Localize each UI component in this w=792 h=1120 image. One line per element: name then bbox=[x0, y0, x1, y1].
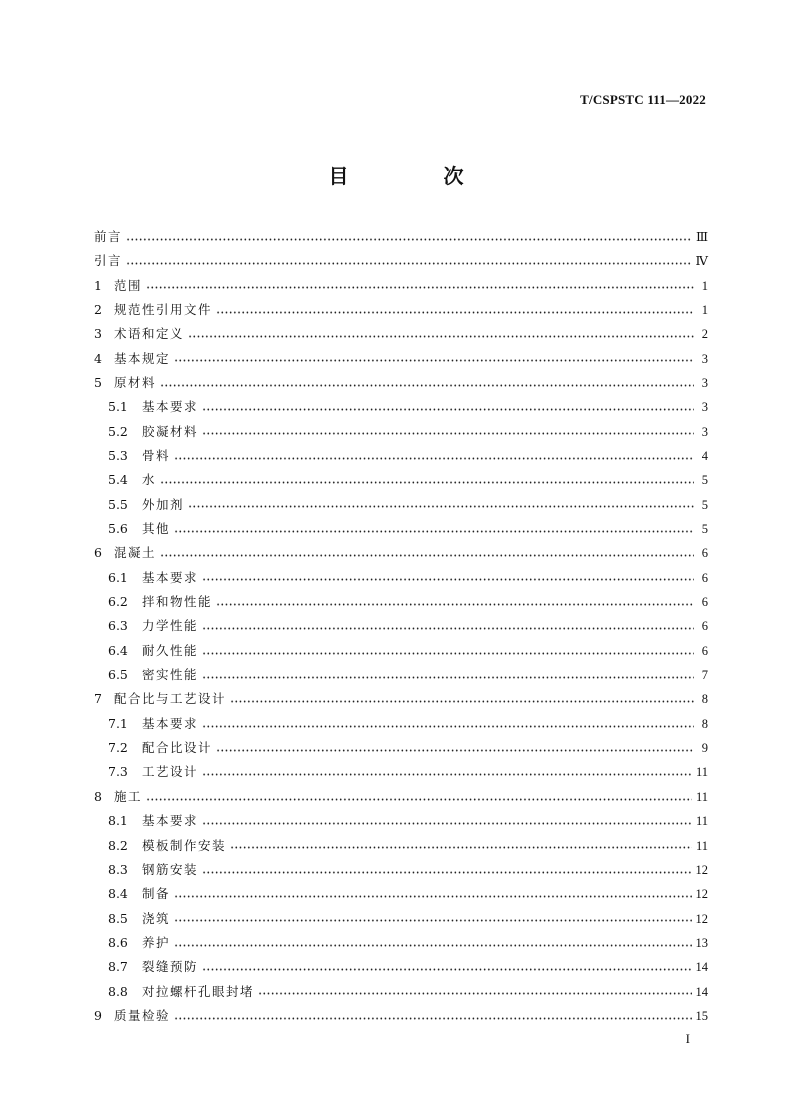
dot-leader bbox=[202, 871, 691, 874]
toc-title: 目 次 bbox=[328, 164, 508, 188]
toc-entry-number: 5.3 bbox=[108, 448, 128, 464]
toc-entry-label: 术语和定义 bbox=[114, 326, 185, 342]
dot-leader bbox=[146, 286, 694, 289]
toc-entry[interactable] bbox=[94, 274, 708, 298]
toc-entry-number: 8.8 bbox=[108, 983, 128, 999]
toc-entry-number: 7.1 bbox=[108, 715, 128, 731]
toc-entry-label: 密实性能 bbox=[142, 667, 199, 683]
toc-entry-page: 3 bbox=[701, 351, 708, 366]
toc-entry-number: 5.1 bbox=[108, 399, 128, 415]
dot-leader bbox=[174, 919, 691, 922]
toc-entry-page: 6 bbox=[701, 619, 708, 634]
toc-entry-page: Ⅲ bbox=[695, 229, 708, 244]
toc-entry[interactable] bbox=[94, 931, 708, 955]
toc-entry-number: 7.2 bbox=[108, 740, 128, 756]
toc-entry-page: 6 bbox=[701, 546, 708, 561]
toc-entry-page: 5 bbox=[701, 522, 708, 537]
toc-entry-label: 制备 bbox=[142, 886, 171, 902]
toc-entry-page: 6 bbox=[701, 570, 708, 585]
toc-entry[interactable] bbox=[94, 1004, 708, 1028]
standard-code: T/CSPSTC 111—2022 bbox=[580, 92, 706, 107]
toc-entry-label: 耐久性能 bbox=[142, 642, 199, 658]
dot-leader bbox=[188, 335, 694, 338]
dot-leader bbox=[202, 822, 692, 825]
dot-leader bbox=[174, 1017, 691, 1020]
toc-entry-page: 3 bbox=[701, 375, 708, 390]
toc-entry-number: 2 bbox=[94, 301, 102, 317]
toc-entry-label: 骨料 bbox=[142, 448, 171, 464]
toc-entry[interactable] bbox=[94, 395, 708, 419]
toc-entry[interactable] bbox=[94, 736, 708, 760]
toc-entry-number: 9 bbox=[94, 1007, 102, 1023]
toc-entry-page: 4 bbox=[701, 449, 708, 464]
toc-entry-label: 养护 bbox=[142, 934, 171, 950]
toc-entry[interactable] bbox=[94, 809, 708, 833]
toc-entry-number: 6.5 bbox=[108, 667, 128, 683]
dot-leader bbox=[174, 359, 694, 362]
toc-entry-number: 3 bbox=[94, 326, 102, 342]
toc-entry-label: 胶凝材料 bbox=[142, 423, 199, 439]
dot-leader bbox=[174, 457, 694, 460]
dot-leader bbox=[258, 992, 691, 995]
toc-entry-number: 8.1 bbox=[108, 813, 128, 829]
toc-entry-page: 3 bbox=[701, 424, 708, 439]
page-number: I bbox=[685, 1031, 690, 1046]
toc-entry-page: 12 bbox=[695, 887, 708, 902]
toc-entry[interactable] bbox=[94, 639, 708, 663]
table-of-contents bbox=[94, 225, 708, 1028]
toc-entry[interactable] bbox=[94, 980, 708, 1004]
dot-leader bbox=[202, 578, 694, 581]
toc-entry-label: 范围 bbox=[114, 277, 143, 293]
dot-leader bbox=[202, 627, 694, 630]
toc-entry-number: 8.6 bbox=[108, 934, 128, 950]
toc-entry-page: 8 bbox=[701, 716, 708, 731]
dot-leader bbox=[160, 481, 694, 484]
toc-entry-page: 6 bbox=[701, 643, 708, 658]
toc-entry-number: 7 bbox=[94, 691, 102, 707]
dot-leader bbox=[202, 652, 694, 655]
dot-leader bbox=[160, 384, 694, 387]
toc-entry[interactable] bbox=[94, 590, 708, 614]
toc-entry-page: Ⅳ bbox=[695, 254, 708, 269]
dot-leader bbox=[202, 968, 691, 971]
toc-entry[interactable] bbox=[94, 420, 708, 444]
toc-entry-page: 14 bbox=[695, 984, 708, 999]
toc-entry-page: 6 bbox=[701, 595, 708, 610]
toc-entry-label: 基本规定 bbox=[114, 350, 171, 366]
toc-entry-page: 9 bbox=[701, 741, 708, 756]
toc-entry-number: 5.2 bbox=[108, 423, 128, 439]
toc-entry-page: 8 bbox=[701, 692, 708, 707]
toc-entry-number: 6.1 bbox=[108, 569, 128, 585]
toc-entry[interactable] bbox=[94, 371, 708, 395]
dot-leader bbox=[160, 554, 694, 557]
toc-entry[interactable] bbox=[94, 322, 708, 346]
toc-entry[interactable] bbox=[94, 444, 708, 468]
toc-entry-label: 配合比设计 bbox=[142, 740, 213, 756]
toc-entry-label: 施工 bbox=[114, 788, 143, 804]
toc-entry-number: 8.7 bbox=[108, 959, 128, 975]
toc-entry-page: 12 bbox=[695, 862, 708, 877]
toc-entry[interactable] bbox=[94, 858, 708, 882]
dot-leader bbox=[126, 262, 691, 265]
toc-entry[interactable] bbox=[94, 249, 708, 273]
toc-entry-number: 5.5 bbox=[108, 496, 128, 512]
toc-entry-page: 11 bbox=[695, 814, 708, 829]
dot-leader bbox=[174, 530, 694, 533]
toc-entry[interactable] bbox=[94, 298, 708, 322]
dot-leader bbox=[216, 603, 694, 606]
toc-entry-page: 2 bbox=[701, 327, 708, 342]
dot-leader bbox=[202, 725, 694, 728]
toc-entry[interactable] bbox=[94, 566, 708, 590]
toc-entry-page: 1 bbox=[701, 278, 708, 293]
dot-leader bbox=[126, 238, 692, 241]
toc-entry-page: 14 bbox=[695, 960, 708, 975]
toc-entry-label: 钢筋安装 bbox=[142, 861, 199, 877]
toc-entry-label: 基本要求 bbox=[142, 399, 199, 415]
toc-entry-label: 质量检验 bbox=[114, 1007, 171, 1023]
dot-leader bbox=[216, 749, 694, 752]
toc-entry-label: 基本要求 bbox=[142, 569, 199, 585]
toc-entry-number: 1 bbox=[94, 277, 102, 293]
dot-leader bbox=[216, 311, 694, 314]
toc-entry-number: 5.4 bbox=[108, 472, 128, 488]
toc-entry-label: 对拉螺杆孔眼封堵 bbox=[142, 983, 255, 999]
toc-entry-number: 6.3 bbox=[108, 618, 128, 634]
toc-entry[interactable] bbox=[94, 761, 708, 785]
toc-entry-number: 8.4 bbox=[108, 886, 128, 902]
toc-entry-label: 前言 bbox=[94, 228, 123, 244]
toc-entry-label: 工艺设计 bbox=[142, 764, 199, 780]
toc-entry[interactable] bbox=[94, 615, 708, 639]
toc-entry-label: 基本要求 bbox=[142, 715, 199, 731]
toc-entry-number: 6 bbox=[94, 545, 102, 561]
toc-entry[interactable] bbox=[94, 225, 708, 249]
toc-entry-label: 混凝土 bbox=[114, 545, 157, 561]
toc-entry-page: 1 bbox=[701, 302, 708, 317]
toc-entry-number: 5.6 bbox=[108, 521, 128, 537]
toc-entry-page: 11 bbox=[695, 789, 708, 804]
toc-entry-page: 13 bbox=[695, 935, 708, 950]
toc-entry-page: 5 bbox=[701, 497, 708, 512]
toc-entry-number: 8.5 bbox=[108, 910, 128, 926]
toc-entry-number: 8.3 bbox=[108, 861, 128, 877]
dot-leader bbox=[202, 432, 694, 435]
toc-entry-label: 模板制作安装 bbox=[142, 837, 227, 853]
dot-leader bbox=[202, 676, 694, 679]
dot-leader bbox=[202, 408, 694, 411]
toc-entry-label: 水 bbox=[142, 472, 157, 488]
toc-entry-label: 引言 bbox=[94, 253, 123, 269]
toc-entry-label: 力学性能 bbox=[142, 618, 199, 634]
toc-entry-label: 配合比与工艺设计 bbox=[114, 691, 227, 707]
toc-entry-label: 规范性引用文件 bbox=[114, 301, 213, 317]
toc-entry-number: 5 bbox=[94, 374, 102, 390]
dot-leader bbox=[202, 773, 692, 776]
dot-leader bbox=[174, 944, 691, 947]
toc-entry[interactable] bbox=[94, 347, 708, 371]
toc-entry[interactable] bbox=[94, 882, 708, 906]
toc-entry-number: 4 bbox=[94, 350, 102, 366]
toc-entry-page: 11 bbox=[695, 765, 708, 780]
toc-entry[interactable] bbox=[94, 907, 708, 931]
dot-leader bbox=[174, 895, 691, 898]
toc-entry-number: 6.4 bbox=[108, 642, 128, 658]
toc-entry-label: 浇筑 bbox=[142, 910, 171, 926]
toc-entry-label: 外加剂 bbox=[142, 496, 185, 512]
toc-entry-number: 6.2 bbox=[108, 594, 128, 610]
toc-entry[interactable] bbox=[94, 785, 708, 809]
dot-leader bbox=[230, 846, 692, 849]
toc-entry[interactable] bbox=[94, 955, 708, 979]
toc-entry[interactable] bbox=[94, 493, 708, 517]
toc-entry-page: 11 bbox=[695, 838, 708, 853]
toc-entry[interactable] bbox=[94, 468, 708, 492]
toc-entry-page: 15 bbox=[695, 1008, 708, 1023]
toc-entry-number: 8 bbox=[94, 788, 102, 804]
toc-entry[interactable] bbox=[94, 517, 708, 541]
toc-entry-page: 12 bbox=[695, 911, 708, 926]
toc-entry-number: 8.2 bbox=[108, 837, 128, 853]
dot-leader bbox=[230, 700, 694, 703]
toc-entry[interactable] bbox=[94, 541, 708, 565]
toc-entry-number: 7.3 bbox=[108, 764, 128, 780]
toc-entry-page: 7 bbox=[701, 668, 708, 683]
toc-entry-label: 基本要求 bbox=[142, 813, 199, 829]
toc-entry-page: 5 bbox=[701, 473, 708, 488]
toc-entry[interactable] bbox=[94, 834, 708, 858]
toc-entry[interactable] bbox=[94, 712, 708, 736]
toc-entry-label: 裂缝预防 bbox=[142, 959, 199, 975]
toc-entry-page: 3 bbox=[701, 400, 708, 415]
toc-entry[interactable] bbox=[94, 688, 708, 712]
toc-entry-label: 拌和物性能 bbox=[142, 594, 213, 610]
dot-leader bbox=[188, 505, 694, 508]
toc-entry-label: 原材料 bbox=[114, 374, 157, 390]
toc-entry[interactable] bbox=[94, 663, 708, 687]
toc-entry-label: 其他 bbox=[142, 521, 171, 537]
dot-leader bbox=[146, 798, 692, 801]
